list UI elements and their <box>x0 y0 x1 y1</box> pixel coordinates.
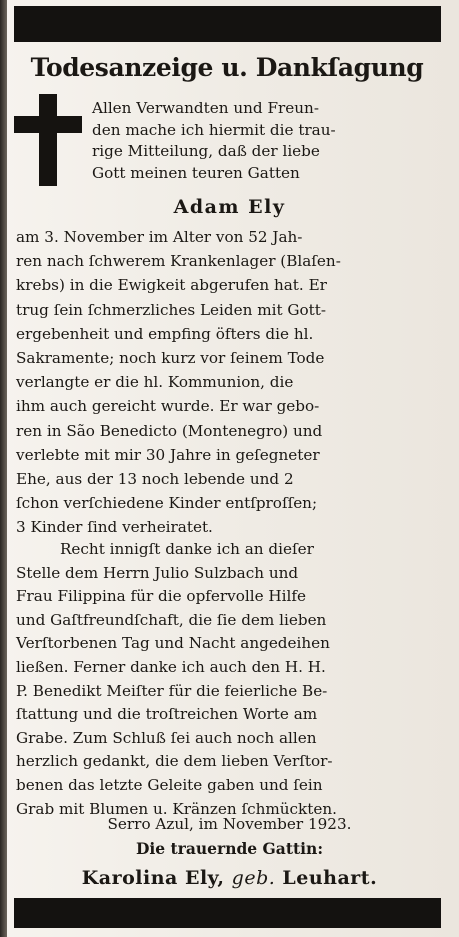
thanks-line: herzlich gedankt, die dem lieben Verſtor- <box>16 752 333 771</box>
body-line: verlebte mit mir 30 Jahre in geſegneter <box>16 445 320 464</box>
signature-name: Karolina Ely, <box>81 867 225 889</box>
thanks-line: ſtattung und die troſtreichen Worte am <box>16 705 318 724</box>
thanks-line: Grabe. Zum Schluß ſei auch noch allen <box>16 728 317 747</box>
thanks-line: Grab mit Blumen u. Kränzen ſchmückten. <box>16 799 337 818</box>
thanks-line: Recht innigſt danke ich an dieſer <box>60 540 314 558</box>
thanks-line: Verſtorbenen Tag und Nacht angedeihen <box>16 634 330 653</box>
page-edge-shadow <box>0 0 7 937</box>
body-line: Sakramente; noch kurz vor ſeinem Tode <box>16 349 325 368</box>
body-line: krebs) in die Ewigkeit abgerufen hat. Er <box>16 276 327 295</box>
signature-born: geb. <box>231 867 276 889</box>
thanks-line: Frau Filippina für die opfervolle Hilfe <box>16 587 306 606</box>
body-line: ren nach ſchwerem Krankenlager (Blaſen- <box>16 252 341 271</box>
intro-line: Gott meinen teuren Gatten <box>92 163 300 182</box>
body-line: am 3. November im Alter von 52 Jah- <box>16 228 303 246</box>
mourner-label: Die trauernde Gattin: <box>135 839 324 858</box>
cross-icon <box>14 94 82 186</box>
thanks-line: Stelle dem Herrn Julio Sulzbach und <box>16 563 299 582</box>
intro-line: Allen Verwandten und Freun- <box>92 99 319 117</box>
body-line: ihm auch gereicht wurde. Er war gebo- <box>16 397 320 416</box>
deceased-name: Adam Ely <box>173 196 286 218</box>
bottom-black-rule <box>14 898 441 928</box>
body-line: verlangte er die hl. Kommunion, die <box>16 373 294 392</box>
place-date: Serro Azul, im November 1923. <box>107 815 352 833</box>
intro-line: rige Mitteilung, daß der liebe <box>92 142 320 160</box>
thanks-paragraph <box>16 538 440 821</box>
thanks-line: P. Benedikt Meiſter für die feierliche Be- <box>16 681 328 700</box>
intro-line: den mache ich hiermit die trau- <box>92 120 336 139</box>
notice-title: Todesanzeige u. Dankſagung <box>30 53 424 82</box>
body-line: ergebenheit und empfing öfters die hl. <box>16 324 314 343</box>
body-line: trug ſein ſchmerzliches Leiden mit Gott- <box>16 300 326 319</box>
top-black-rule <box>14 6 441 42</box>
signature-maiden: Leuhart. <box>282 867 378 889</box>
thanks-line: ließen. Ferner danke ich auch den H. H. <box>16 657 326 676</box>
signature <box>0 864 459 892</box>
thanks-line: benen das letzte Geleite gaben und ſein <box>16 775 323 794</box>
thanks-line: und Gaſtfreundſchaft, die ſie dem lieben <box>16 610 327 629</box>
body-line: ren in São Benedicto (Montenegro) und <box>16 421 323 440</box>
intro-paragraph <box>92 98 438 184</box>
body-paragraph <box>16 225 440 540</box>
body-line: 3 Kinder ſind verheiratet. <box>16 518 213 537</box>
body-line: ſchon verſchiedene Kinder entſproſſen; <box>16 494 318 513</box>
body-line: Ehe, aus der 13 noch lebende und 2 <box>16 470 294 489</box>
